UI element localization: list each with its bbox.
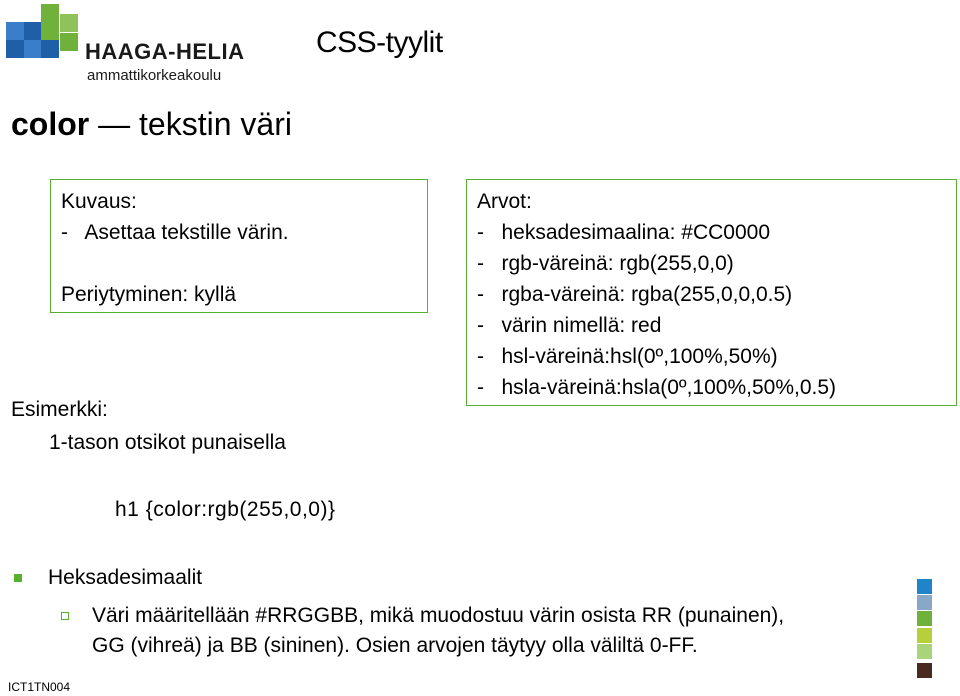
description-line: Kuvaus: xyxy=(61,190,137,213)
example-text: 1-tason otsikot punaisella xyxy=(49,431,286,454)
values-line: - rgb-väreinä: rgb(255,0,0) xyxy=(477,252,734,275)
code-example: h1 {color:rgb(255,0,0)} xyxy=(115,498,336,521)
logo-square-icon xyxy=(41,40,59,58)
hex-text-line: Väri määritellään #RRGGBB, mikä muodostuu värin osista RR (punainen), xyxy=(92,604,785,627)
description-box xyxy=(50,179,428,313)
logo-subtitle: ammattikorkeakoulu xyxy=(87,67,222,84)
bullet-outline-square-icon xyxy=(61,612,69,620)
description-line: Periytyminen: kyllä xyxy=(61,283,237,306)
hex-heading: Heksadesimaalit xyxy=(48,566,203,589)
values-box xyxy=(466,179,957,406)
deco-square-icon xyxy=(917,663,932,678)
heading-description: tekstin väri xyxy=(139,106,292,142)
description-line xyxy=(61,248,417,279)
logo-square-icon xyxy=(6,22,24,40)
logo-square-icon xyxy=(41,4,59,22)
values-line: - hsl-väreinä:hsl(0º,100%,50%) xyxy=(477,345,778,368)
page-heading xyxy=(11,106,292,143)
deco-square-icon xyxy=(917,644,932,659)
logo-square-icon xyxy=(24,22,42,40)
values-line: - rgba-väreinä: rgba(255,0,0,0.5) xyxy=(477,283,793,306)
deco-square-icon xyxy=(917,595,932,610)
values-line: - värin nimellä: red xyxy=(477,314,662,337)
bullet-square-icon xyxy=(14,574,22,582)
logo-square-icon xyxy=(60,33,78,51)
logo-square-icon xyxy=(41,22,59,40)
logo-square-icon xyxy=(24,40,42,58)
hex-text-line: GG (vihreä) ja BB (sininen). Osien arvojen täytyy olla väliltä 0-FF. xyxy=(92,634,698,657)
logo-square-icon xyxy=(60,14,78,32)
heading-dash: — xyxy=(98,106,131,142)
example-label: Esimerkki: xyxy=(11,398,108,421)
values-line: Arvot: xyxy=(477,190,532,213)
values-line: - hsla-väreinä:hsla(0º,100%,50%,0.5) xyxy=(477,376,837,399)
description-line: - Asettaa tekstille värin. xyxy=(61,221,289,244)
slide-title: CSS-tyylit xyxy=(316,26,443,59)
values-line: - heksadesimaalina: #CC0000 xyxy=(477,221,770,244)
deco-square-icon xyxy=(917,611,932,626)
deco-square-icon xyxy=(917,628,932,643)
logo-name: HAAGA-HELIA xyxy=(85,39,245,64)
deco-square-icon xyxy=(917,579,932,594)
logo-square-icon xyxy=(6,40,24,58)
footer-code: ICT1TN004 xyxy=(8,680,71,694)
heading-property: color xyxy=(11,106,90,142)
